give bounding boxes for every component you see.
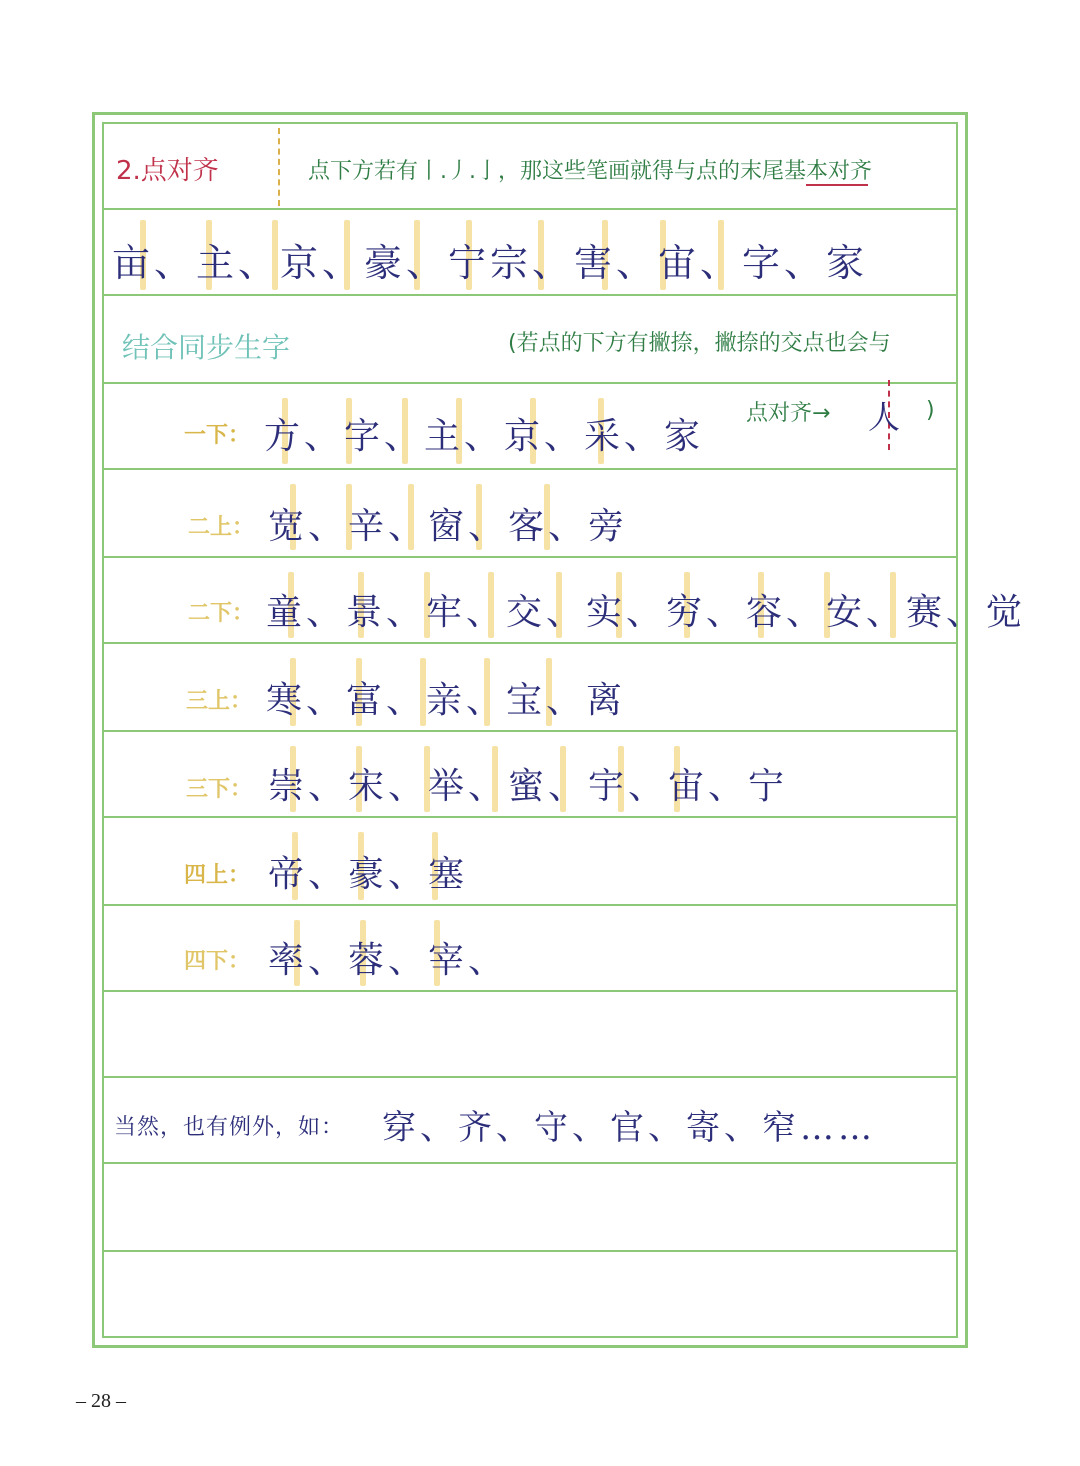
grade-label: 一下： xyxy=(184,423,251,448)
grade-label: 四下： xyxy=(184,949,251,974)
emphasis-underline xyxy=(806,184,868,186)
ruled-line xyxy=(102,468,958,470)
exception-characters: 穿、齐、守、官、寄、窄…… xyxy=(382,1108,876,1148)
ruled-line xyxy=(102,1076,958,1078)
note-line-2: 点对齐→ xyxy=(746,401,831,426)
grade-label: 三下： xyxy=(186,777,253,802)
ruled-line xyxy=(102,1250,958,1252)
ruled-line xyxy=(102,294,958,296)
ruled-line xyxy=(102,642,958,644)
note-line-1: (若点的下方有撇捺，撇捺的交点也会与 xyxy=(508,331,891,356)
ruled-line xyxy=(102,990,958,992)
ruled-line xyxy=(102,208,958,210)
ruled-line xyxy=(102,382,958,384)
grade-label: 三上： xyxy=(186,689,253,714)
ruled-line xyxy=(102,816,958,818)
ruled-line xyxy=(102,904,958,906)
page-number: – 28 – xyxy=(76,1390,126,1412)
grade-characters: 帝、豪、塞 xyxy=(268,854,469,895)
grade-label: 四上： xyxy=(184,863,251,888)
ruled-line xyxy=(102,556,958,558)
grade-characters: 方、字、主、京、采、家 xyxy=(264,416,705,457)
note-close: ) xyxy=(926,398,935,423)
example-characters: 亩、主、京、豪、宁宗、害、宙、字、家 xyxy=(112,241,869,285)
exception-label: 当然，也有例外，如： xyxy=(114,1115,345,1140)
sync-heading: 结合同步生字 xyxy=(122,331,291,364)
section-title: 2.点对齐 xyxy=(116,156,219,186)
grade-characters: 率、蓉、宰、 xyxy=(268,940,509,981)
ruled-line xyxy=(102,1162,958,1164)
grade-characters: 崇、宋、举、蜜、宇、宙、宁 xyxy=(268,766,789,807)
note-glyph: 人 xyxy=(868,398,905,436)
grade-characters: 宽、辛、窗、客、旁 xyxy=(268,506,629,547)
divider-dashed xyxy=(278,128,280,206)
grade-label: 二下： xyxy=(188,601,255,626)
grade-label: 二上： xyxy=(188,515,255,540)
ruled-line xyxy=(102,730,958,732)
grade-characters: 童、景、牢、交、实、穷、容、安、赛、觉 xyxy=(266,592,1027,633)
rule-text: 点下方若有丨.丿.亅，那这些笔画就得与点的末尾基本对齐 xyxy=(308,159,872,184)
grade-characters: 寒、富、亲、宝、离 xyxy=(266,680,627,721)
